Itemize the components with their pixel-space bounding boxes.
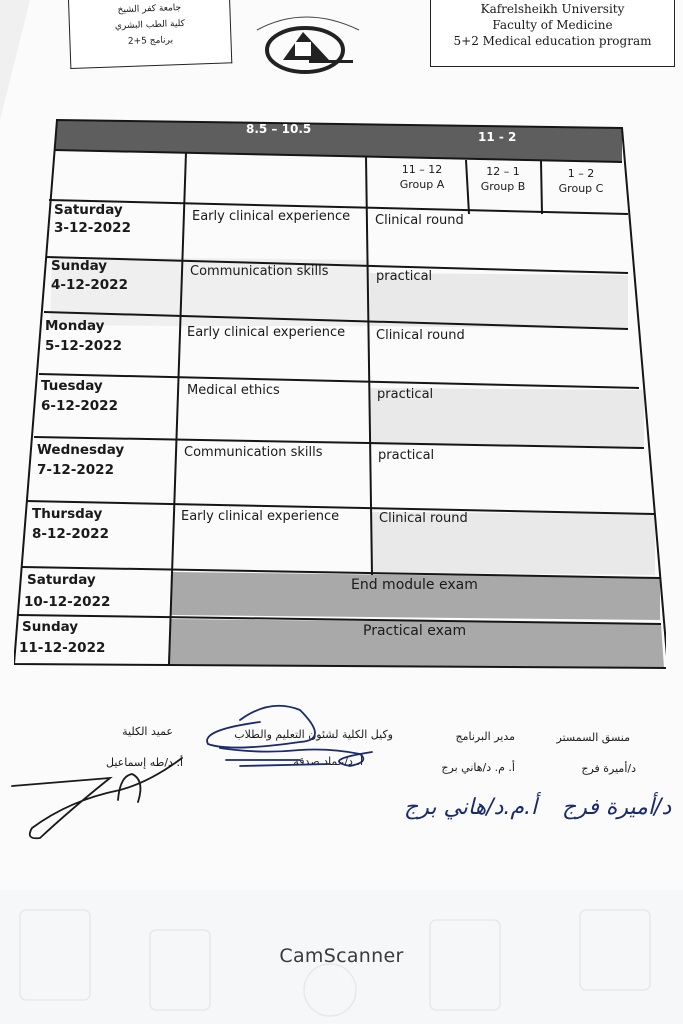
row-6-date: 8-12-2022 (32, 526, 109, 542)
row-3-date: 5-12-2022 (45, 338, 122, 354)
row-4-slot2: practical (377, 387, 434, 402)
row-5-day: Wednesday (37, 442, 125, 458)
row-6-day: Thursday (32, 506, 103, 522)
english-program: 5+2 Medical education program (453, 34, 652, 48)
row-4-slot1: Medical ethics (187, 383, 280, 398)
row-6-slot1: Early clinical experience (181, 509, 340, 524)
row-4-date: 6-12-2022 (41, 398, 118, 414)
vice-dean-title: وكيل الكلية لشئون التعليم والطلاب (234, 728, 393, 741)
group-c-label: Group C (558, 182, 604, 195)
folded-corner (0, 0, 30, 120)
group-a-label: Group A (399, 178, 445, 191)
handwriting-director: أ.م.د/هاني برج (404, 795, 538, 820)
vice-dean-name: أ. د/عماد صدقة (293, 755, 363, 768)
row-1-slot1: Early clinical experience (192, 209, 351, 224)
arabic-university: جامعة كفر الشيخ (117, 3, 182, 16)
row-4-day: Tuesday (41, 378, 103, 394)
row-2-day: Sunday (51, 258, 108, 274)
row-1-day: Saturday (54, 202, 123, 218)
program-director-name: أ. م. د/هاني برج (441, 761, 515, 774)
row-3-slot1: Early clinical experience (187, 325, 346, 340)
row-5-date: 7-12-2022 (37, 462, 114, 478)
english-university: Kafrelsheikh University (480, 2, 625, 16)
arabic-program: برنامج 5+2 (127, 35, 174, 47)
handwritten-signatures (0, 690, 683, 850)
arabic-header-box (68, 0, 232, 69)
exam-2-day: Sunday (22, 619, 79, 635)
row-2-slot2: practical (376, 269, 433, 284)
row-1-date: 3-12-2022 (54, 220, 131, 236)
exam-1-date: 10-12-2022 (24, 594, 111, 610)
row-1-slot2: Clinical round (375, 213, 464, 228)
row-5-slot2: practical (378, 448, 435, 463)
time-slot-1-header: 8.5 – 10.5 (246, 122, 312, 136)
row-3-day: Monday (45, 318, 105, 334)
arabic-faculty: كلية الطب البشري (114, 18, 186, 32)
schedule-table (14, 112, 666, 672)
english-faculty: Faculty of Medicine (492, 18, 613, 32)
group-c-header (544, 166, 618, 196)
row-5-slot1: Communication skills (184, 445, 323, 460)
exam-2-label: Practical exam (363, 623, 467, 639)
handwriting-coordinator: د/أميرة فرج (562, 795, 672, 820)
dean-title: عميد الكلية (122, 725, 173, 738)
row-6-slot2: Clinical round (379, 511, 468, 526)
faculty-logo (243, 8, 373, 78)
row-2-date: 4-12-2022 (51, 277, 128, 293)
camscanner-watermark: CamScanner (279, 945, 404, 967)
program-director-title: مدير البرنامج (455, 730, 515, 743)
group-b-time: 12 – 1 (486, 165, 520, 178)
coordinator-name: د/أميرة فرج (581, 762, 636, 775)
row-3-slot2: Clinical round (376, 328, 465, 343)
group-a-header (384, 162, 460, 192)
coordinator-title: منسق السمستر (556, 731, 630, 744)
english-header-box (430, 0, 675, 67)
row-2-slot1: Communication skills (190, 264, 329, 279)
exam-1-day: Saturday (27, 572, 96, 588)
group-a-time: 11 – 12 (401, 163, 443, 176)
group-c-time: 1 – 2 (567, 167, 595, 180)
group-b-header (467, 164, 539, 194)
time-slot-2-header: 11 - 2 (478, 130, 517, 144)
exam-2-date: 11-12-2022 (19, 640, 106, 656)
dean-name: أ. د/طه إسماعيل (106, 756, 183, 769)
exam-1-label: End module exam (351, 577, 478, 593)
group-b-label: Group B (480, 180, 526, 193)
